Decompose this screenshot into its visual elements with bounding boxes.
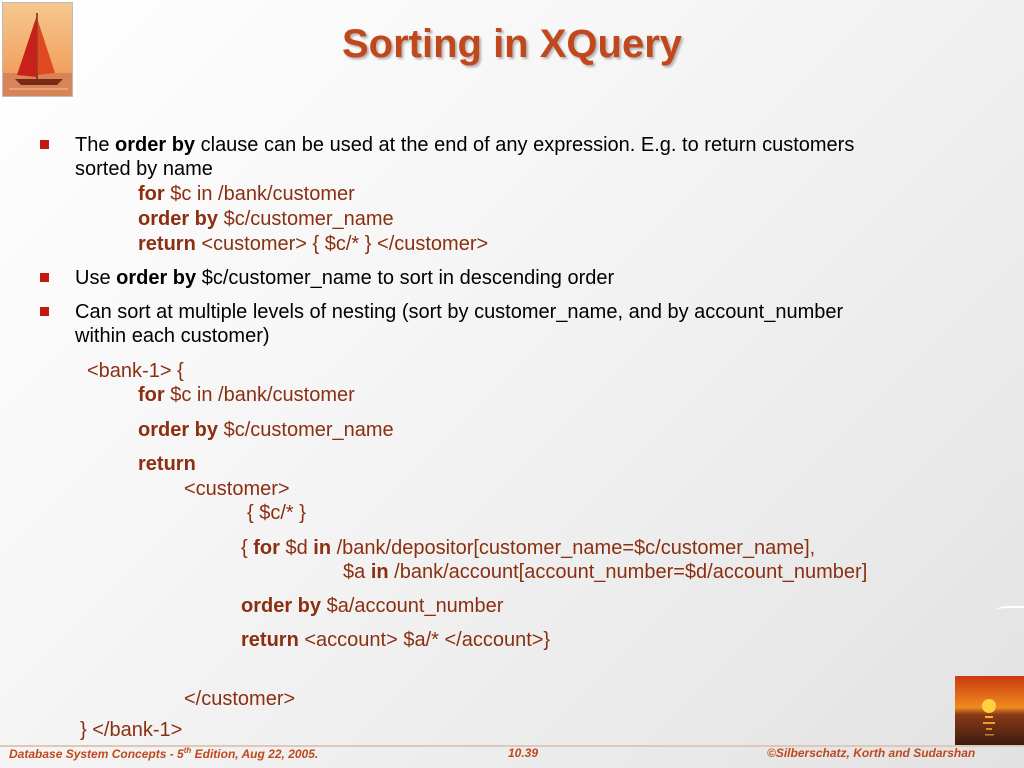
- code-line: order by $c/customer_name: [138, 208, 394, 230]
- footer-left: Database System Concepts - 5th Edition, Aug 22, 2005.: [9, 746, 319, 761]
- code-line: { for $d in /bank/depositor[customer_name=$c/customer_name],: [241, 537, 816, 559]
- code-line: $a in /bank/account[account_number=$d/account_number]: [343, 561, 868, 583]
- code-line: return <customer> { $c/* } </customer>: [138, 233, 489, 255]
- bullet-marker: [40, 307, 49, 316]
- code-line: </customer>: [184, 688, 296, 710]
- code-line: return: [138, 453, 196, 475]
- sunset-image: [955, 676, 1024, 746]
- code-line: for $c in /bank/customer: [138, 384, 355, 406]
- bullet-2-text: Use order by $c/customer_name to sort in descending order: [75, 267, 615, 289]
- code-line: order by $c/customer_name: [138, 419, 394, 441]
- code-line: for $c in /bank/customer: [138, 183, 355, 205]
- code-line: <customer>: [184, 478, 290, 500]
- decorative-swoosh: [996, 606, 1024, 614]
- page-number: 10.39: [508, 746, 539, 760]
- bullet-3-line-1: Can sort at multiple levels of nesting (sort by customer_name, and by account_number: [75, 301, 844, 323]
- slide-title: Sorting in XQuery: [341, 22, 683, 66]
- footer-copyright: ©Silberschatz, Korth and Sudarshan: [767, 746, 976, 760]
- bullet-1-line-1: The order by clause can be used at the end of any expression. E.g. to return customers: [75, 134, 855, 156]
- bullet-1-line-2: sorted by name: [75, 158, 213, 180]
- code-line: } </bank-1>: [80, 719, 183, 741]
- code-line: <bank-1> {: [87, 360, 184, 382]
- bullet-marker: [40, 273, 49, 282]
- code-line: { $c/* }: [247, 502, 306, 524]
- code-line: order by $a/account_number: [241, 595, 504, 617]
- bullet-marker: [40, 140, 49, 149]
- code-line: return <account> $a/* </account>}: [241, 629, 551, 651]
- bullet-3-line-2: within each customer): [75, 325, 270, 347]
